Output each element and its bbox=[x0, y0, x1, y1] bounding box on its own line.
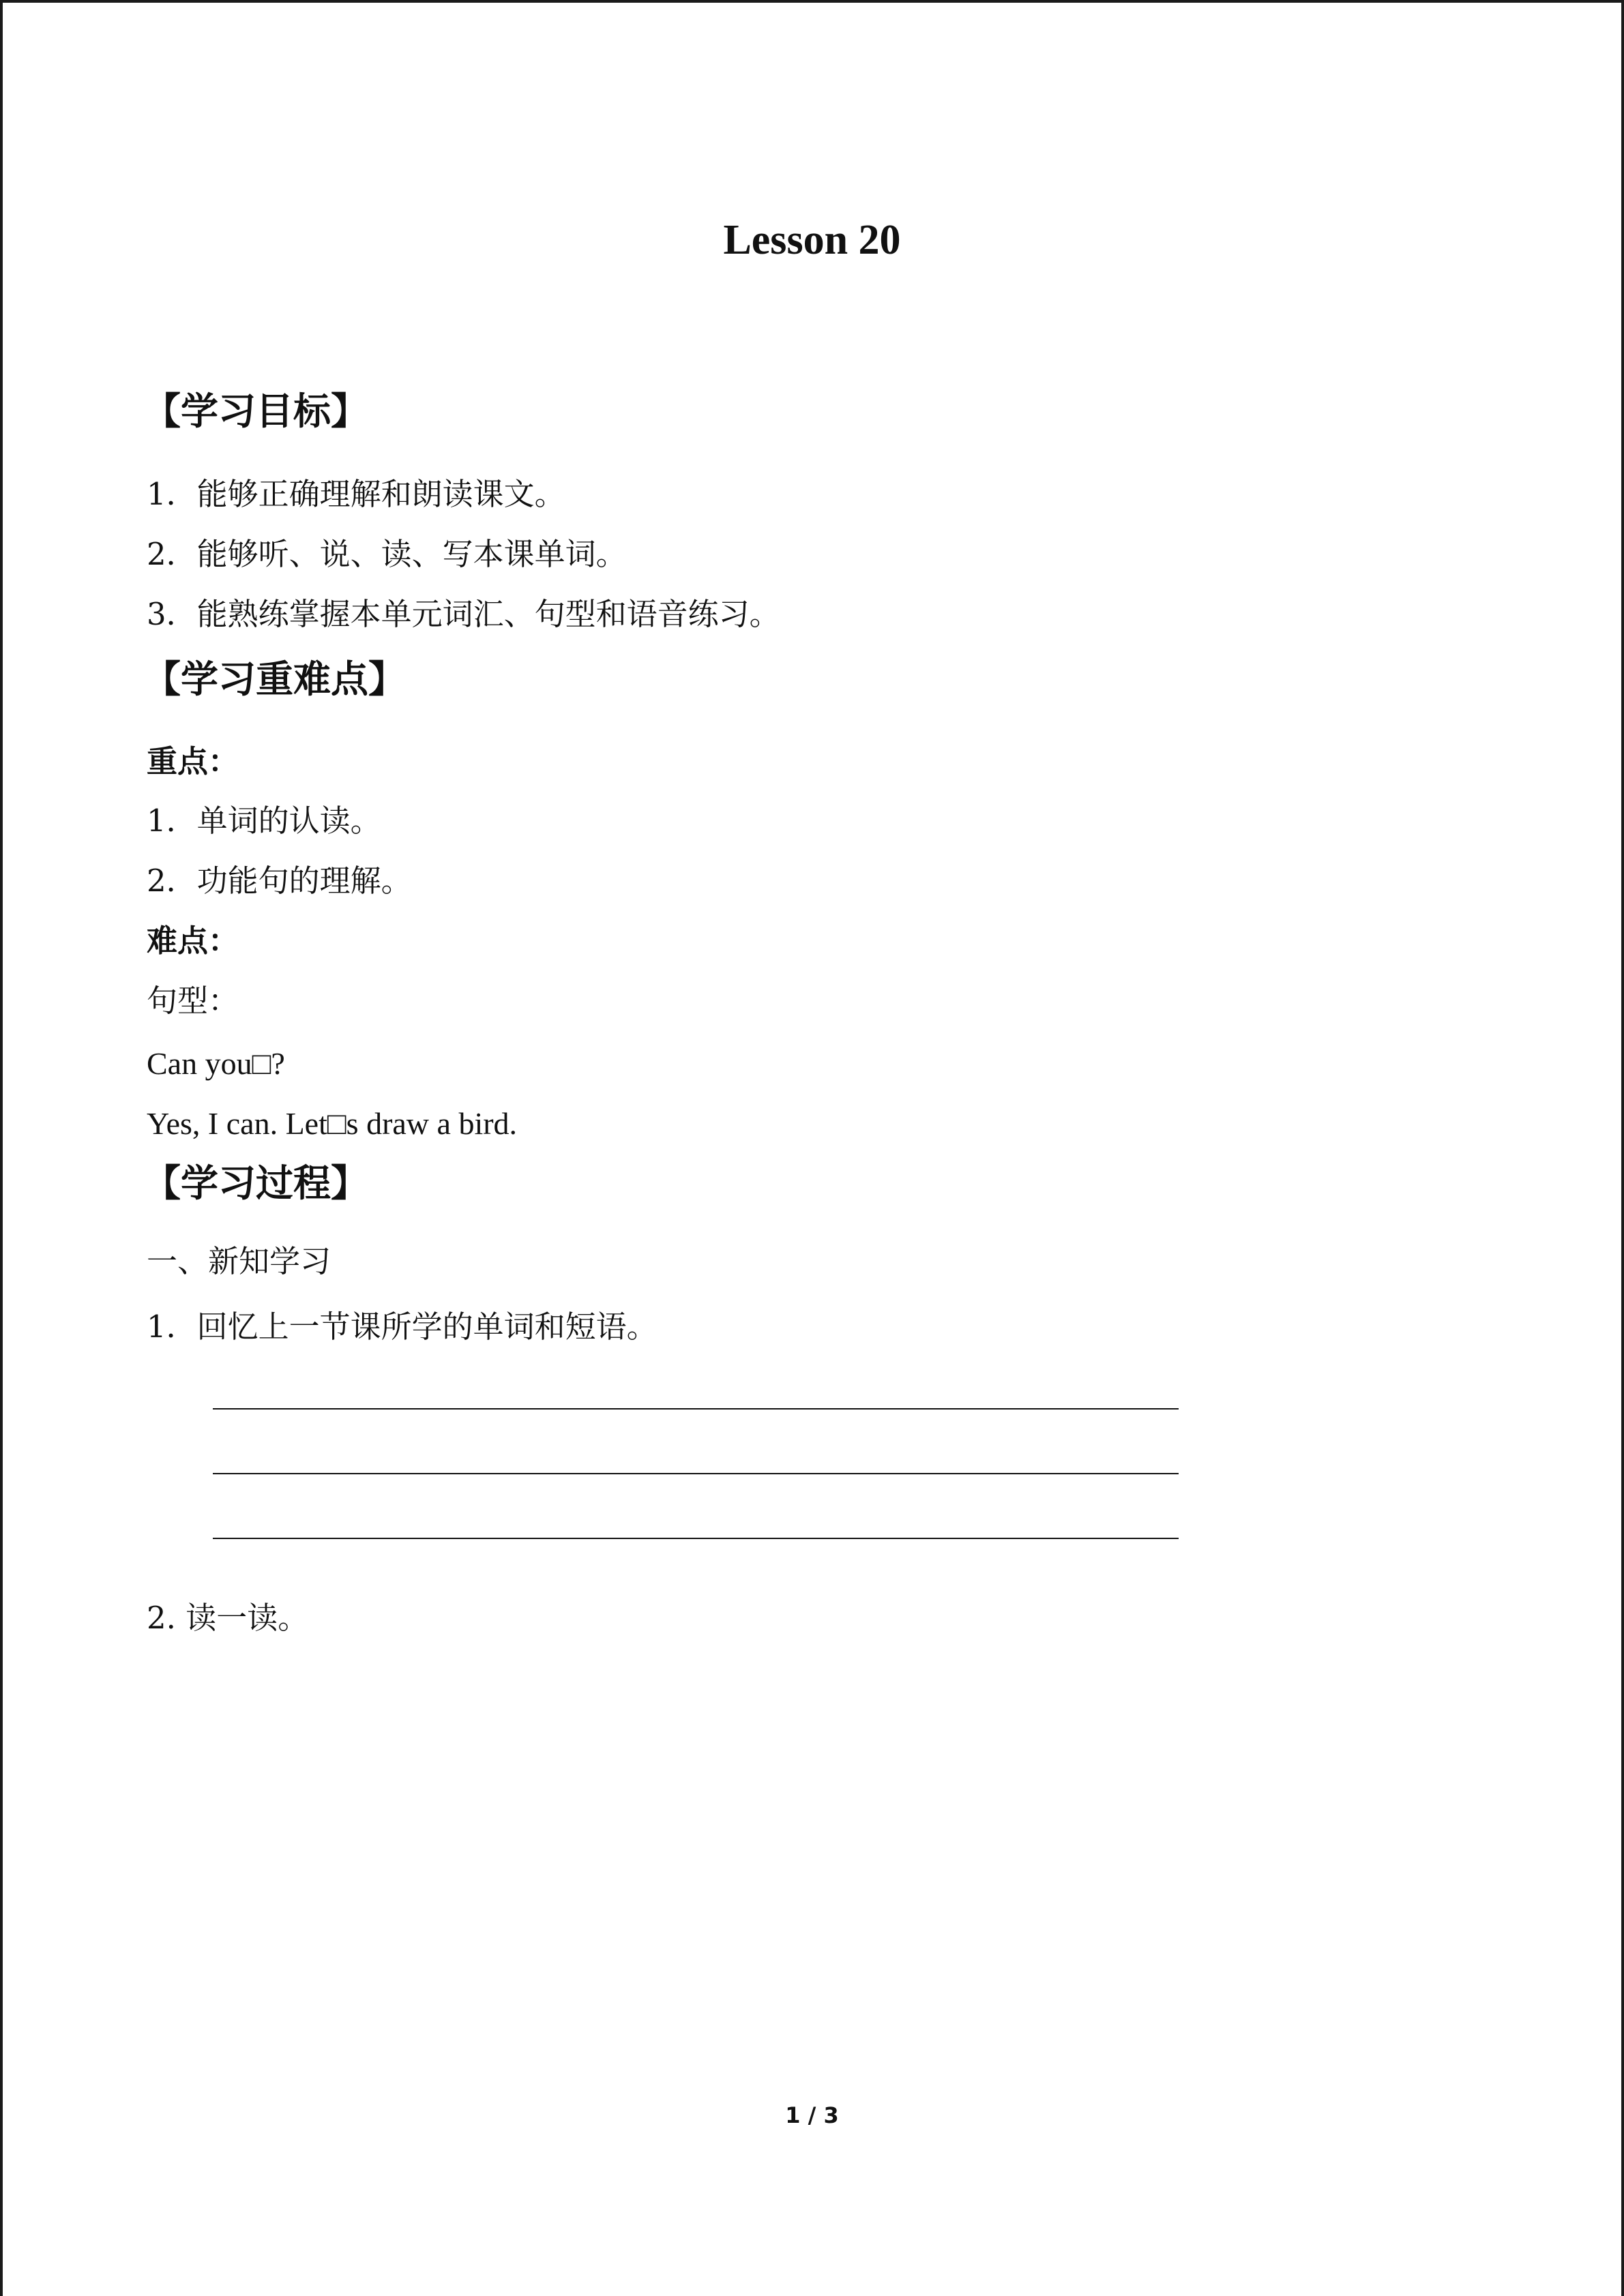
difficulty-label: 难点： bbox=[147, 923, 239, 959]
answer-blank-line[interactable] bbox=[213, 1408, 1179, 1410]
pattern-label: 句型： bbox=[147, 983, 239, 1019]
objective-item-2: 2．能够听、说、读、写本课单词。 bbox=[147, 536, 627, 572]
page-number: 1 / 3 bbox=[785, 2102, 839, 2128]
focus-label: 重点： bbox=[147, 743, 239, 779]
objective-item-3: 3．能熟练掌握本单元词汇、句型和语音练习。 bbox=[147, 596, 780, 632]
sentence-pattern-1: Can you□? bbox=[147, 1046, 285, 1081]
page-title: Lesson 20 bbox=[723, 217, 901, 263]
process-step-one: 1．回忆上一节课所学的单词和短语。 bbox=[147, 1309, 658, 1345]
process-part-one: 一、新知学习 bbox=[147, 1243, 331, 1279]
objectives-heading: 【学习目标】 bbox=[143, 389, 369, 433]
answer-blank-line[interactable] bbox=[213, 1473, 1179, 1474]
key-points-heading: 【学习重难点】 bbox=[143, 657, 407, 701]
answer-blank-line[interactable] bbox=[213, 1538, 1179, 1539]
process-step-two: 2. 读一读。 bbox=[147, 1600, 309, 1636]
sentence-pattern-2: Yes, I can. Let□s draw a bird. bbox=[147, 1106, 518, 1141]
objective-item-1: 1．能够正确理解和朗读课文。 bbox=[147, 476, 565, 512]
focus-item-2: 2．功能句的理解。 bbox=[147, 863, 412, 899]
process-heading: 【学习过程】 bbox=[143, 1161, 369, 1205]
focus-item-1: 1．单词的认读。 bbox=[147, 803, 381, 839]
